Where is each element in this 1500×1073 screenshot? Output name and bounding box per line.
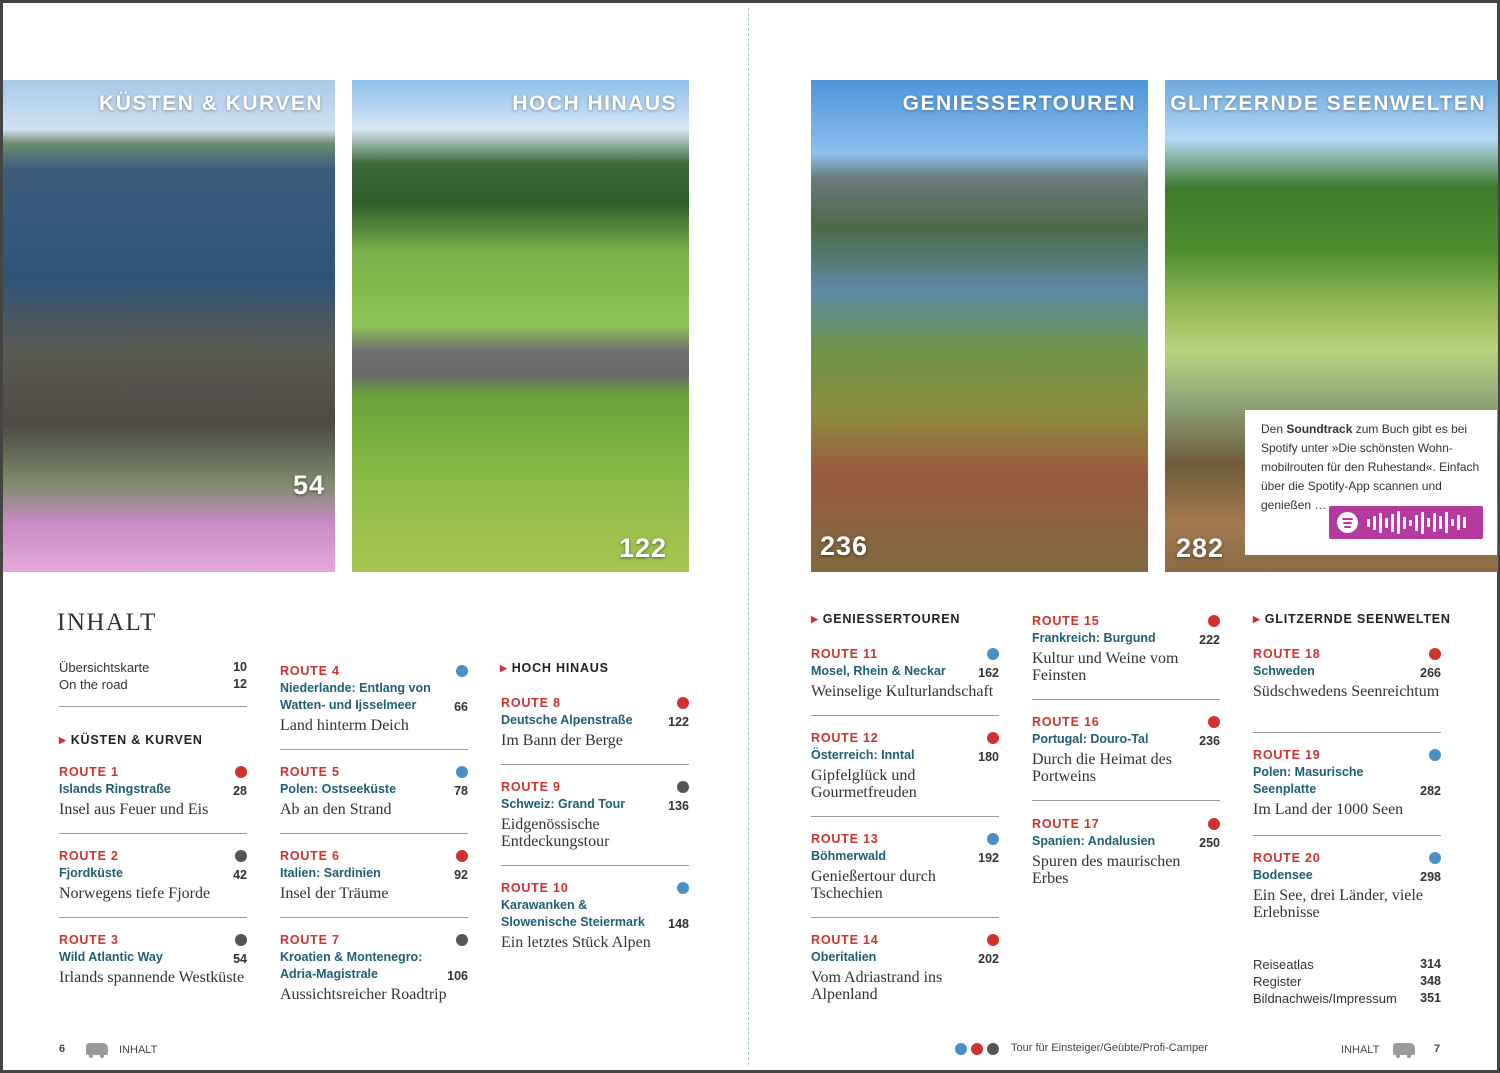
divider [59,833,247,834]
divider [501,865,689,866]
route-page: 298 [1420,870,1441,884]
route-page: 66 [454,700,468,714]
difficulty-dot-icon [235,766,247,778]
tile-title: GENIESSERTOUREN [902,92,1136,115]
route-description: Südschwedens Seenreichtum [1253,683,1440,700]
route-entry-18[interactable] [1253,646,1441,700]
divider [1253,835,1441,836]
toc-entry-page: 351 [1420,991,1441,1005]
toc-entry-label: Reiseatlas [1253,957,1314,972]
divider [811,715,999,716]
route-page: 78 [454,784,468,798]
route-page: 122 [668,715,689,729]
toc-entry-on-the-road[interactable] [59,676,247,693]
route-number: ROUTE 2 [59,849,119,863]
route-description: Weinselige Kulturlandschaft [811,683,994,700]
route-number: ROUTE 6 [280,849,340,863]
route-number: ROUTE 15 [1032,614,1100,628]
route-page: 148 [668,917,689,931]
toc-entry-label: On the road [59,677,128,692]
route-page: 282 [1420,784,1441,798]
route-number: ROUTE 7 [280,933,340,947]
spotify-logo-icon [1337,512,1358,533]
route-page: 180 [978,750,999,764]
route-description: Insel aus Feuer und Eis [59,801,209,818]
toc-entry-register[interactable] [1253,973,1441,990]
route-entry-16[interactable] [1032,714,1220,785]
route-name: Böhmerwald [811,849,887,863]
toc-entry-page: 10 [233,660,247,674]
route-description: Eidgenössische Entdeckungstour [501,816,610,850]
divider [59,917,247,918]
route-page: 28 [233,784,247,798]
photo-tile-vineyard [811,80,1148,572]
footer-left-label: INHALT [119,1044,158,1056]
toc-entry-page: 348 [1420,974,1441,988]
route-entry-12[interactable] [811,730,999,801]
route-description: Insel der Träume [280,885,389,902]
triangle-marker-icon: ▶ [811,614,819,624]
spotify-text-b: zum Buch gibt es bei Spotify unter »Die schönsten Wohn-mobilrouten für den Ruhestand«. Einfach über die Spotify-App scannen und genießen … [1261,422,1480,512]
page-gutter [748,8,749,1065]
route-name: Mosel, Rhein & Neckar [811,664,946,678]
footer-right-label: INHALT [1341,1044,1380,1056]
route-entry-15[interactable] [1032,613,1220,684]
difficulty-dot-icon [235,850,247,862]
route-entry-6[interactable] [280,848,468,902]
divider [1032,699,1220,700]
route-number: ROUTE 8 [501,696,561,710]
toc-entry-page: 314 [1420,957,1441,971]
divider [501,764,689,765]
route-number: ROUTE 16 [1032,715,1100,729]
route-description: Durch die Heimat des Portweins [1032,751,1172,785]
tile-title: HOCH HINAUS [512,92,677,115]
toc-entry-label: Bildnachweis/Impressum [1253,991,1397,1006]
spotify-box [1245,410,1497,555]
tile-title: KÜSTEN & KURVEN [99,92,323,115]
footer-left-page-number: 6 [59,1043,66,1055]
route-number: ROUTE 18 [1253,647,1321,661]
tile-page-number: 122 [618,533,667,563]
legend-dot-grey [987,1043,999,1055]
triangle-marker-icon: ▶ [500,663,508,673]
difficulty-dot-icon [1208,615,1220,627]
route-page: 266 [1420,666,1441,680]
divider [811,816,999,817]
route-description: Im Bann der Berge [501,732,623,749]
route-number: ROUTE 20 [1253,851,1321,865]
route-entry-1[interactable] [59,764,247,818]
route-name: Schweden [1253,664,1315,678]
route-name: Oberitalien [811,950,877,964]
route-description: Aussichtsreicher Roadtrip [280,986,447,1003]
route-description: Kultur und Weine vom Feinsten [1032,650,1179,684]
route-entry-7[interactable] [280,932,468,1003]
difficulty-dot-icon [1429,749,1441,761]
route-entry-5[interactable] [280,764,468,818]
divider [280,749,468,750]
route-page: 236 [1199,734,1220,748]
section-header-mountains: ▶ HOCH HINAUS [500,661,609,675]
route-page: 92 [454,868,468,882]
route-number: ROUTE 10 [501,881,569,895]
route-entry-10[interactable] [501,880,689,951]
difficulty-dot-icon [456,766,468,778]
divider [1253,732,1441,733]
footer-legend-text: Tour für Einsteiger/Geübte/Profi-Camper [1011,1042,1208,1054]
toc-entry-label: Übersichtskarte [59,660,150,675]
route-page: 202 [978,952,999,966]
difficulty-dot-icon [235,934,247,946]
route-entry-3[interactable] [59,932,247,986]
route-description: Ein See, drei Länder, viele Erlebnisse [1253,887,1423,921]
route-number: ROUTE 13 [811,832,879,846]
difficulty-dot-icon [987,648,999,660]
difficulty-dot-icon [987,934,999,946]
spotify-text-a: Den [1261,422,1287,436]
route-entry-13[interactable] [811,831,999,902]
toc-entry-atlas[interactable] [1253,956,1441,973]
route-name: Portugal: Douro-Tal [1032,732,1149,746]
legend-dot-blue [955,1043,967,1055]
triangle-marker-icon: ▶ [59,735,67,745]
route-number: ROUTE 12 [811,731,879,745]
route-number: ROUTE 11 [811,647,878,661]
toc-entry-credits[interactable] [1253,990,1441,1007]
route-name: Niederlande: Entlang von Watten- und Ijsselmeer [280,681,431,712]
route-name: Polen: Masurische Seenplatte [1253,765,1364,796]
route-description: Ab an den Strand [280,801,392,818]
difficulty-dot-icon [987,833,999,845]
route-page: 106 [447,969,468,983]
difficulty-dot-icon [987,732,999,744]
route-entry-19[interactable] [1253,747,1441,818]
difficulty-dot-icon [456,850,468,862]
route-entry-9[interactable] [501,779,689,850]
route-entry-20[interactable] [1253,850,1441,921]
route-description: Vom Adriastrand ins Alpenland [811,969,943,1003]
divider [1032,800,1220,801]
spotify-text-bold: Soundtrack [1286,422,1353,436]
route-description: Ein letztes Stück Alpen [501,934,651,951]
route-name: Islands Ringstraße [59,782,171,796]
spotify-barcode [1367,511,1466,534]
photo-tile-mountains [352,80,689,572]
route-description: Land hinterm Deich [280,717,409,734]
route-number: ROUTE 5 [280,765,340,779]
route-entry-8[interactable] [501,695,689,749]
toc-entry-overview-map[interactable] [59,659,247,676]
section-header-coast: ▶ KÜSTEN & KURVEN [59,733,203,747]
tile-page-number: 236 [820,531,869,561]
route-page: 250 [1199,836,1220,850]
camper-icon [1393,1043,1415,1055]
tile-title: GLITZERNDE SEENWELTEN [1170,92,1486,115]
divider [280,917,468,918]
toc-entry-label: Register [1253,974,1302,989]
footer-right-page-number: 7 [1434,1043,1441,1055]
tile-page-number: 282 [1176,533,1225,563]
route-page: 136 [668,799,689,813]
divider [811,917,999,918]
triangle-marker-icon: ▶ [1253,614,1261,624]
difficulty-dot-icon [677,697,689,709]
camper-icon [86,1043,108,1055]
route-description: Im Land der 1000 Seen [1253,801,1404,818]
difficulty-dot-icon [677,882,689,894]
legend-dot-red [971,1043,983,1055]
route-name: Spanien: Andalusien [1032,834,1156,848]
photo-tile-coast [3,80,335,572]
route-description: Irlands spannende Westküste [59,969,245,986]
route-entry-4[interactable] [280,663,468,734]
route-name: Deutsche Alpenstraße [501,713,633,727]
route-number: ROUTE 14 [811,933,879,947]
route-name: Italien: Sardinien [280,866,381,880]
difficulty-dot-icon [456,934,468,946]
route-description: Norwegens tiefe Fjorde [59,885,211,902]
toc-entry-page: 12 [233,677,247,691]
route-name: Bodensee [1253,868,1313,882]
section-header-lakes: ▶ GLITZERNDE SEENWELTEN [1253,612,1451,626]
route-description: Genießertour durch Tschechien [811,868,936,902]
route-entry-14[interactable] [811,932,999,1003]
route-page: 42 [233,868,247,882]
route-name: Wild Atlantic Way [59,950,163,964]
route-number: ROUTE 9 [501,780,561,794]
route-name: Kroatien & Montenegro: Adria-Magistrale [280,950,423,981]
difficulty-dot-icon [1208,716,1220,728]
route-page: 192 [978,851,999,865]
toc-title: INHALT [57,609,157,636]
route-number: ROUTE 4 [280,664,340,678]
difficulty-dot-icon [1429,852,1441,864]
section-header-gourmet: ▶ GENIESSERTOUREN [811,612,961,626]
route-page: 162 [978,666,999,680]
route-entry-2[interactable] [59,848,247,902]
route-name: Fjordküste [59,866,123,880]
route-description: Gipfelglück und Gourmetfreuden [811,767,917,801]
difficulty-dot-icon [1208,818,1220,830]
route-name: Karawanken & Slowenische Steiermark [501,898,645,929]
route-description: Spuren des maurischen Erbes [1032,853,1181,887]
route-name: Österreich: Inntal [811,748,915,762]
divider [59,706,247,707]
route-number: ROUTE 1 [59,765,119,779]
route-entry-11[interactable] [811,646,999,700]
difficulty-dot-icon [677,781,689,793]
route-number: ROUTE 3 [59,933,119,947]
route-name: Schweiz: Grand Tour [501,797,626,811]
route-number: ROUTE 17 [1032,817,1100,831]
difficulty-dot-icon [456,665,468,677]
tile-page-number: 54 [292,470,325,500]
route-name: Frankreich: Burgund [1032,631,1156,645]
route-entry-17[interactable] [1032,816,1220,887]
route-name: Polen: Ostseeküste [280,782,397,796]
route-page: 54 [233,952,247,966]
divider [280,833,468,834]
route-number: ROUTE 19 [1253,748,1321,762]
spotify-code-icon[interactable] [1329,506,1483,539]
difficulty-dot-icon [1429,648,1441,660]
route-page: 222 [1199,633,1220,647]
